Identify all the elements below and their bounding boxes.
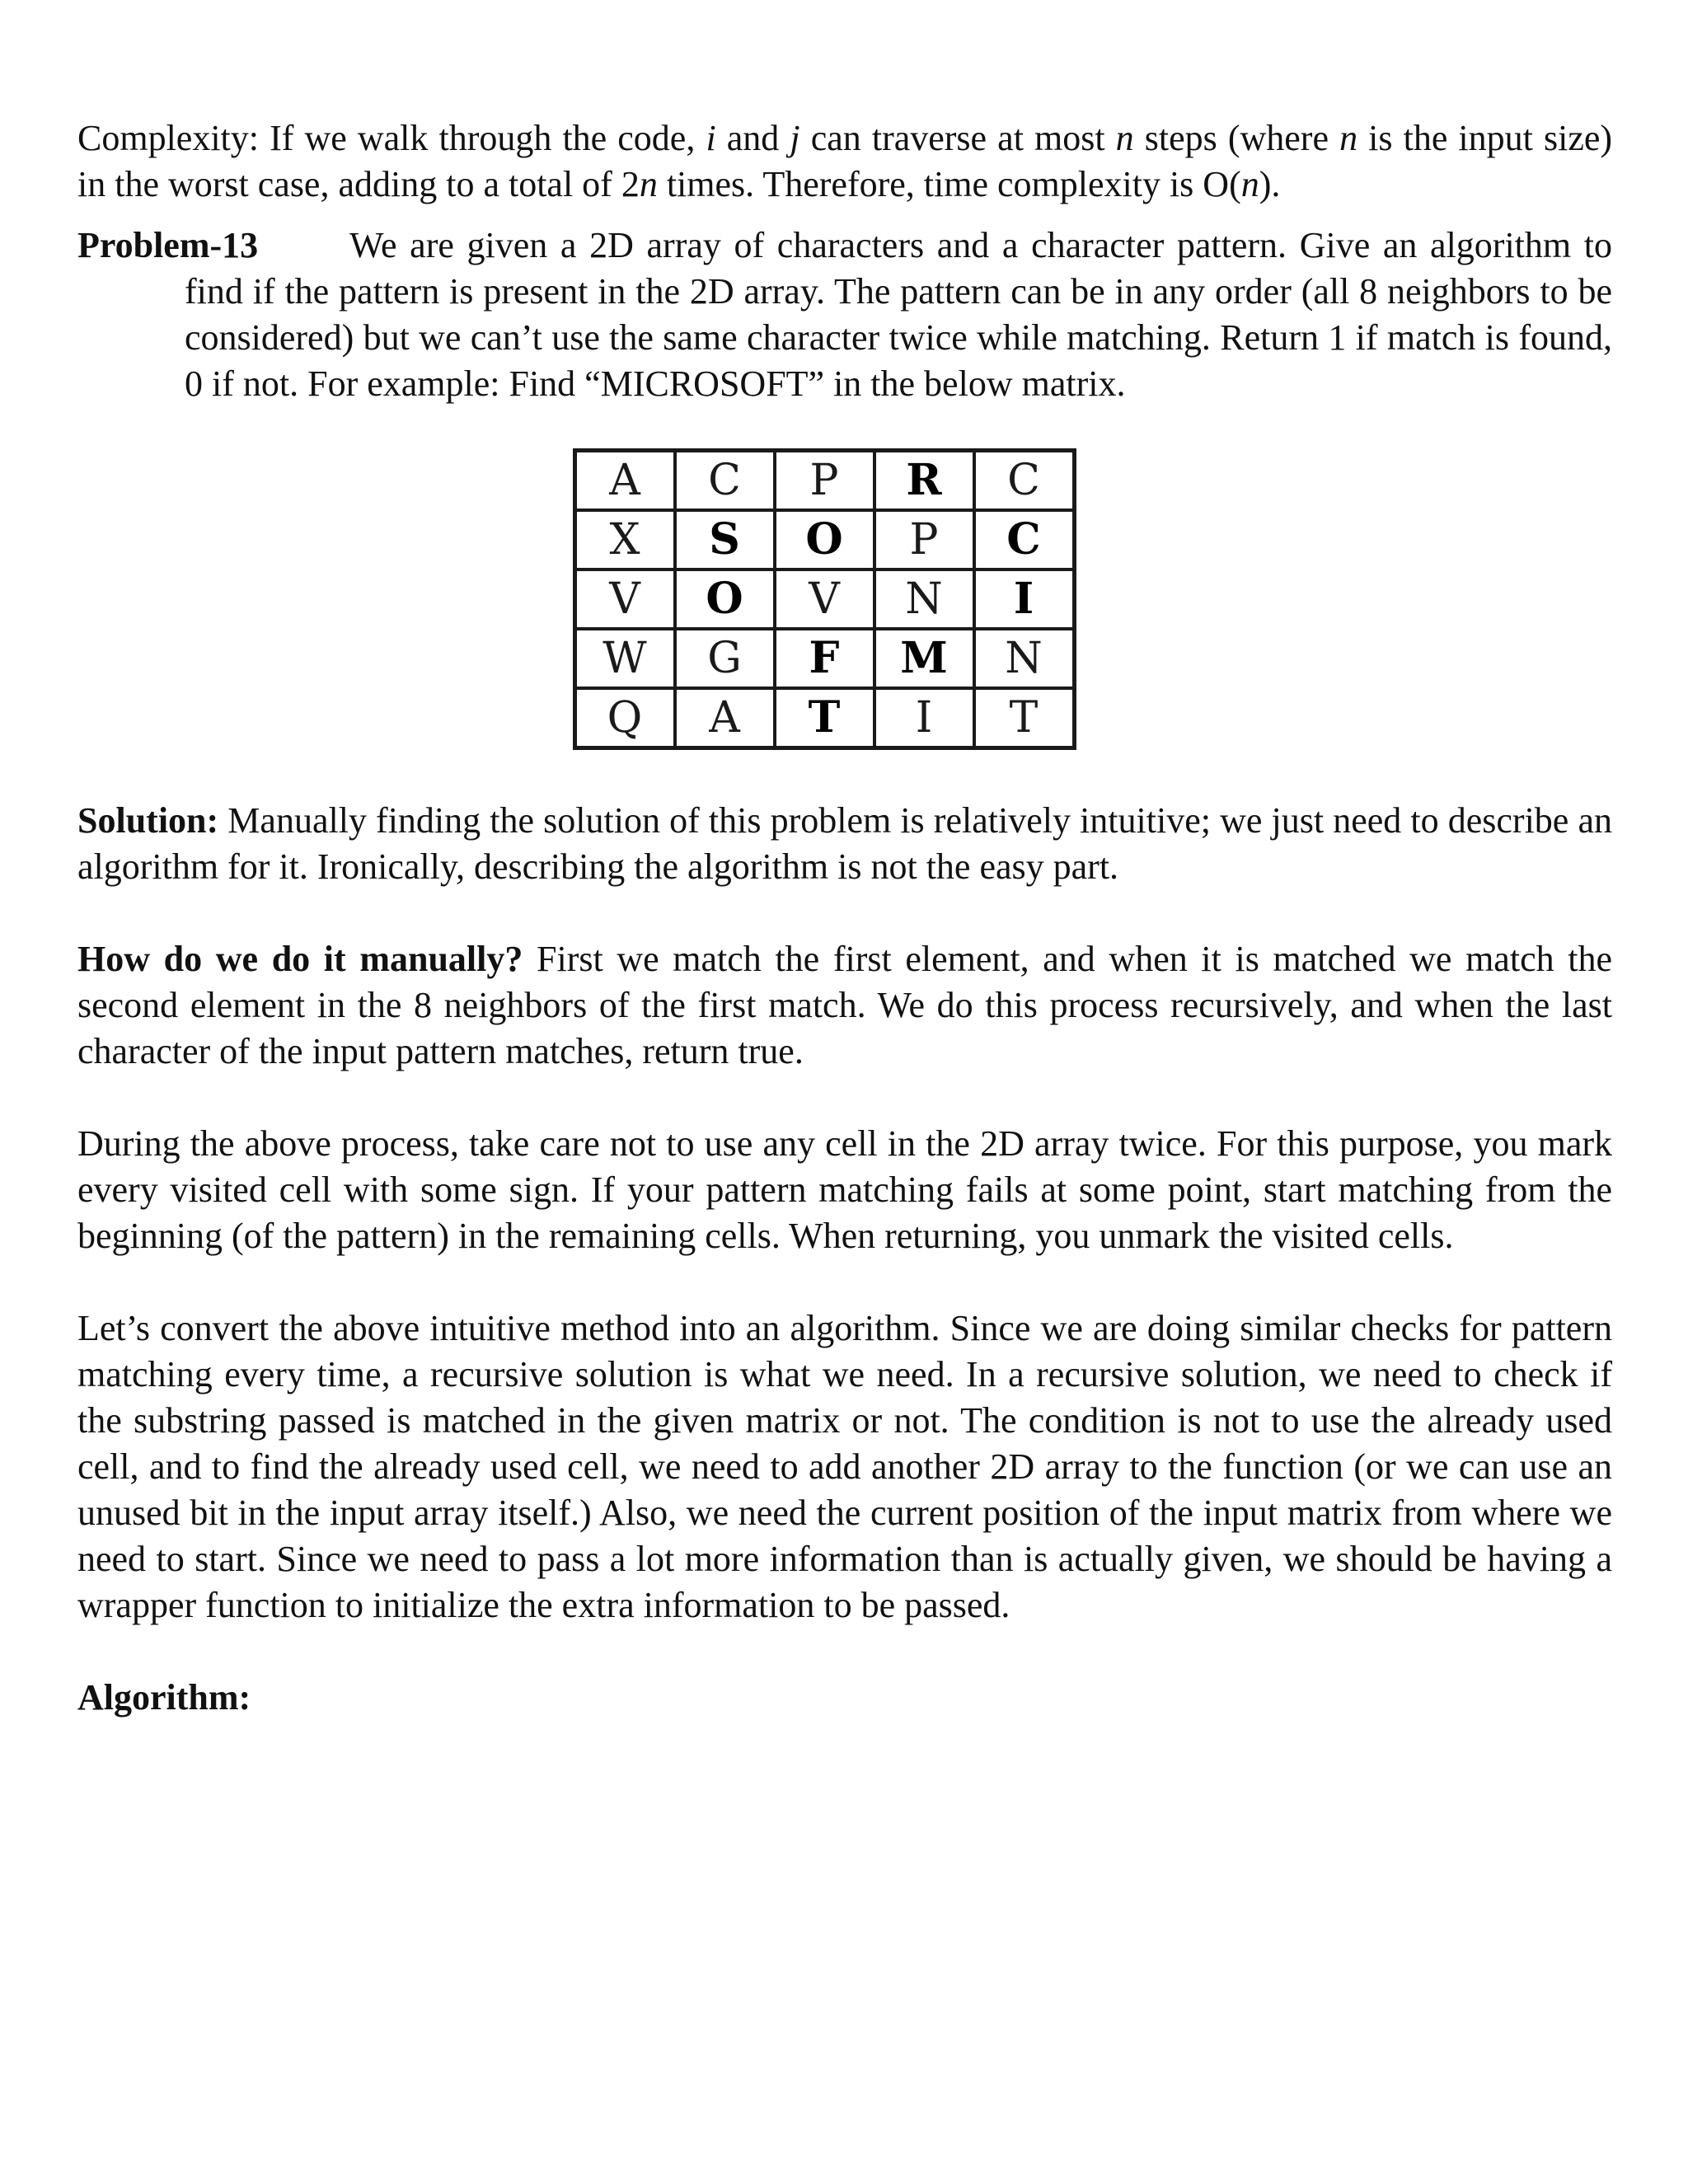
matrix-cell: X: [574, 510, 675, 569]
matrix-cell: A: [675, 688, 775, 748]
matrix-cell: T: [974, 688, 1075, 748]
matrix-cell: P: [874, 510, 974, 569]
solution-label: Solution:: [77, 800, 219, 841]
during-paragraph: During the above process, take care not to use any cell in the 2D array twice. For this purpose, you mark every visited cell with some sign. If your pattern matching fails at some point, start matching from the beginning (of the pattern) in the remaining cells. When returning, you unmark the visited cells.: [77, 1123, 1612, 1256]
matrix-cell: V: [574, 569, 675, 629]
matrix-cell: O: [775, 510, 874, 569]
problem-label: Problem-13: [77, 225, 259, 265]
matrix-cell: W: [574, 629, 675, 688]
manual-label: How do we do it manually?: [77, 939, 523, 979]
matrix-cell: O: [675, 569, 775, 629]
matrix-cell: C: [974, 510, 1075, 569]
problem-text: We are given a 2D array of characters and a character pattern. Give an algorithm to find if the pattern is present in the 2D array. The pattern can be in any order (all 8 neighbors to be considered) but we can’t use the same character twice while matching. Return 1 if match is found, 0 if not. For example: Find “MICROSOFT” in the below matrix.: [185, 225, 1612, 404]
matrix-cell: I: [974, 569, 1075, 629]
matrix-row: [574, 451, 1074, 511]
matrix-cell: C: [974, 451, 1075, 511]
manual-paragraph: How do we do it manually? First we match the first element, and when it is matched we match the second element in the 8 neighbors of the first match. We do this process recursively, and when the last character of the input pattern matches, return true.: [77, 939, 1612, 1071]
matrix-cell: N: [974, 629, 1075, 688]
matrix-cell: T: [775, 688, 874, 748]
matrix-cell: F: [775, 629, 874, 688]
matrix-cell: A: [574, 451, 675, 511]
matrix-cell: C: [675, 451, 775, 511]
algorithm-heading: Algorithm:: [77, 1677, 251, 1718]
matrix-cell: R: [874, 451, 974, 511]
matrix-container: [77, 448, 1612, 750]
matrix-cell: G: [675, 629, 775, 688]
matrix-row: [574, 510, 1074, 569]
matrix-cell: V: [775, 569, 874, 629]
matrix-cell: Q: [574, 688, 675, 748]
matrix-cell: I: [874, 688, 974, 748]
problem-13-statement: [77, 223, 1612, 407]
matrix-cell: M: [874, 629, 974, 688]
matrix-cell: S: [675, 510, 775, 569]
matrix-cell: N: [874, 569, 974, 629]
matrix-row: [574, 629, 1074, 688]
document-page: [77, 115, 1612, 1721]
matrix-row: [574, 569, 1074, 629]
matrix-row: [574, 688, 1074, 748]
character-matrix: [573, 448, 1076, 750]
solution-paragraph: Solution: Manually finding the solution of this problem is relatively intuitive; we just need to describe an algorithm for it. Ironically, describing the algorithm is not the easy part.: [77, 800, 1612, 887]
convert-paragraph: Let’s convert the above intuitive method into an algorithm. Since we are doing similar checks for pattern matching every time, a recursive solution is what we need. In a recursive solution, we need to check if the substring passed is matched in the given matrix or not. The condition is not to use the already used cell, and to find the already used cell, we need to add another 2D array to the function (or we can use an unused bit in the input array itself.) Also, we need the current position of the input matrix from where we need to start. Since we need to pass a lot more information than is actually given, we should be having a wrapper function to initialize the extra information to be passed.: [77, 1308, 1612, 1625]
complexity-paragraph: Complexity: If we walk through the code, i and j can traverse at most n steps (where n is the input size) in the worst case, adding to a total of 2n times. Therefore, time complexity is O(n).: [77, 118, 1613, 204]
matrix-cell: P: [775, 451, 874, 511]
